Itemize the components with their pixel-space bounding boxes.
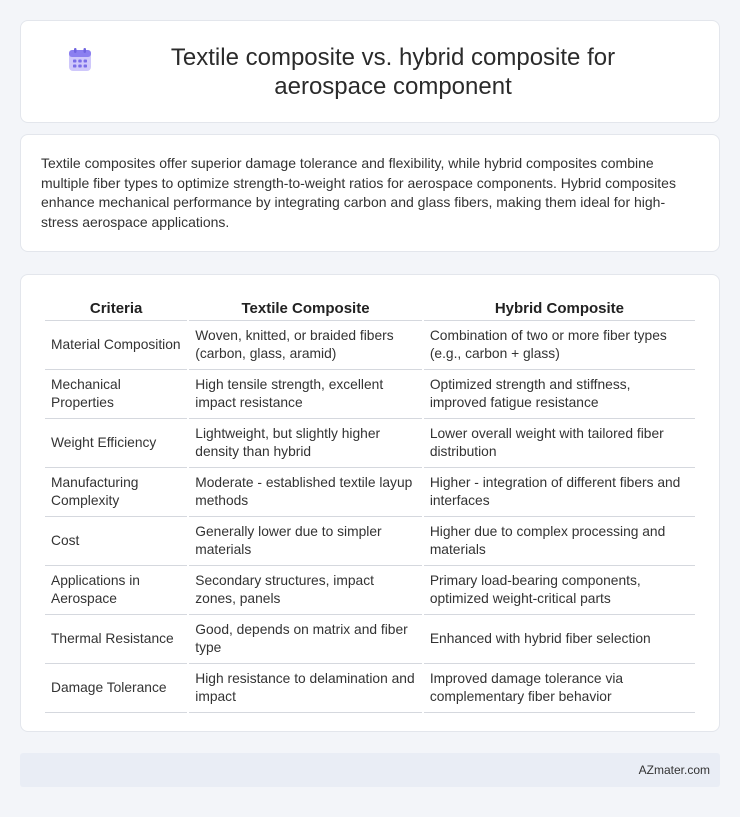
table-row xyxy=(45,468,695,517)
hybrid-cell: Improved damage tolerance via complementary fiber behavior xyxy=(424,664,695,713)
criteria-cell: Damage Tolerance xyxy=(45,664,187,713)
hybrid-cell: Primary load-bearing components, optimized weight-critical parts xyxy=(424,566,695,615)
textile-cell: Secondary structures, impact zones, panels xyxy=(189,566,422,615)
textile-cell: Generally lower due to simpler materials xyxy=(189,517,422,566)
footer-bar xyxy=(20,753,720,787)
hybrid-cell: Lower overall weight with tailored fiber distribution xyxy=(424,419,695,468)
criteria-cell: Weight Efficiency xyxy=(45,419,187,468)
criteria-cell: Material Composition xyxy=(45,321,187,370)
table-row xyxy=(45,517,695,566)
intro-paragraph: Textile composites offer superior damage tolerance and flexibility, while hybrid composites combine multiple fiber types to optimize strength-to-weight ratios for aerospace components. Hybrid composites enhance mechanical performance by integrating carbon and glass fibers, making them ideal for high-stress aerospace applications. xyxy=(41,155,676,230)
hybrid-cell: Higher - integration of different fibers and interfaces xyxy=(424,468,695,517)
table-row xyxy=(45,664,695,713)
textile-cell: Woven, knitted, or braided fibers (carbon, glass, aramid) xyxy=(189,321,422,370)
header-hybrid-composite: Hybrid Composite xyxy=(424,297,695,321)
table-row xyxy=(45,615,695,664)
header-criteria: Criteria xyxy=(45,297,187,321)
textile-cell: Good, depends on matrix and fiber type xyxy=(189,615,422,664)
textile-cell: High tensile strength, excellent impact resistance xyxy=(189,370,422,419)
hybrid-cell: Higher due to complex processing and materials xyxy=(424,517,695,566)
table-header-row xyxy=(45,297,695,321)
footer-site-link[interactable]: AZmater.com xyxy=(638,763,710,777)
criteria-cell: Manufacturing Complexity xyxy=(45,468,187,517)
page-title: Textile composite vs. hybrid composite for aerospace component xyxy=(170,43,616,100)
criteria-cell: Thermal Resistance xyxy=(45,615,187,664)
table-row xyxy=(45,370,695,419)
textile-cell: Moderate - established textile layup methods xyxy=(189,468,422,517)
table-row xyxy=(45,566,695,615)
title-card xyxy=(20,20,720,123)
hybrid-cell: Combination of two or more fiber types (e.g., carbon + glass) xyxy=(424,321,695,370)
header-textile-composite: Textile Composite xyxy=(189,297,422,321)
criteria-cell: Cost xyxy=(45,517,187,566)
textile-cell: Lightweight, but slightly higher density than hybrid xyxy=(189,419,422,468)
criteria-cell: Mechanical Properties xyxy=(45,370,187,419)
comparison-table-card xyxy=(20,274,720,732)
textile-cell: High resistance to delamination and impact xyxy=(189,664,422,713)
calendar-grid-icon xyxy=(67,47,93,73)
intro-card xyxy=(20,134,720,252)
comparison-table xyxy=(43,297,697,713)
criteria-cell: Applications in Aerospace xyxy=(45,566,187,615)
hybrid-cell: Optimized strength and stiffness, improved fatigue resistance xyxy=(424,370,695,419)
hybrid-cell: Enhanced with hybrid fiber selection xyxy=(424,615,695,664)
table-row xyxy=(45,419,695,468)
table-row xyxy=(45,321,695,370)
title-wrap xyxy=(67,43,673,101)
